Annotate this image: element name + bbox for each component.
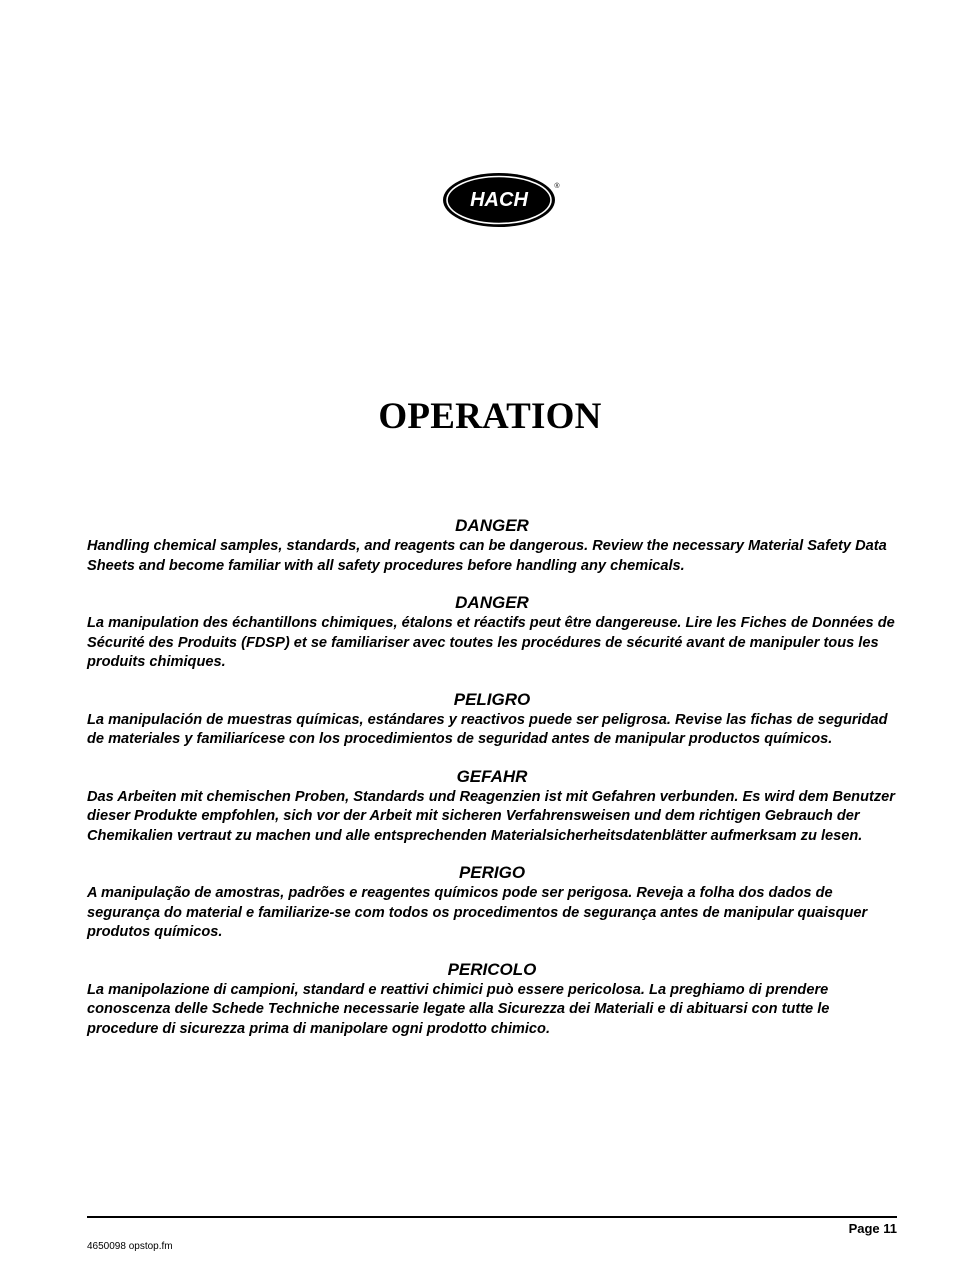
hach-logo <box>441 171 563 229</box>
warning-heading: DANGER <box>455 516 529 535</box>
warning-heading: PERICOLO <box>447 959 537 979</box>
warning-english <box>87 514 897 576</box>
warning-text: La manipulación de muestras químicas, estándares y reactivos puede ser peligrosa. Revise las fichas de seguridad de materiales y familiarícese con los procedimientos de seguridad antes de manipular productos químicos. <box>87 711 888 747</box>
warning-heading: DANGER <box>455 593 529 612</box>
warning-text: A manipulação de amostras, padrões e reagentes químicos pode ser perigosa. Reveja a folha dos dados de segurança do material e familiarize-se com todos os procedimentos de segurança antes de manipular quaisquer produtos químicos. <box>87 885 868 940</box>
footer-rule <box>87 1216 897 1218</box>
registered-mark: ® <box>554 183 560 190</box>
page-title: OPERATION <box>378 396 602 437</box>
page-number: Page 11 <box>848 1221 897 1236</box>
warning-portuguese <box>87 861 897 943</box>
warning-french <box>87 591 897 673</box>
file-name: 4650098 opstop.fm <box>87 1241 173 1252</box>
warning-italian <box>87 958 897 1040</box>
warning-spanish <box>87 688 897 750</box>
warning-heading: PELIGRO <box>453 689 531 709</box>
warning-text: Das Arbeiten mit chemischen Proben, Standards und Reagenzien ist mit Gefahren verbunden. Es wird dem Benutzer dieser Produkte empfohlen, sich vor der Arbeit mit sicheren Verfahrensweisen und dem richtigen Gebrauch der Chemikalien vertraut zu machen und alle entsprechenden Materialsicherheitsdatenblätter aufmerksam zu lesen. <box>87 788 895 844</box>
warning-text: Handling chemical samples, standards, and reagents can be dangerous. Review the necessary Material Safety Data Sheets and become familiar with all safety procedures before handling any chemicals. <box>87 538 887 574</box>
warning-heading: PERIGO <box>458 863 526 882</box>
warning-text: La manipolazione di campioni, standard e reattivi chimici può essere pericolosa. La preghiamo di prendere conoscenza delle Schede Techniche necessarie legate alla Sicurezza dei Materiali e di abituarsi con tutte le procedure di sicurezza prima di manipolare ogni prodotto chimico. <box>87 981 830 1037</box>
safety-warnings <box>87 514 897 1054</box>
logo-text: HACH <box>470 189 528 211</box>
warning-heading: GEFAHR <box>456 766 528 786</box>
warning-text: La manipulation des échantillons chimiques, étalons et réactifs peut être dangereuse. Lire les Fiches de Données de Sécurité des Produits (FDSP) et se familiariser avec toutes les procédures de sécurité avant de manipuler tous les produits chimiques. <box>87 615 895 670</box>
warning-german <box>87 765 897 847</box>
